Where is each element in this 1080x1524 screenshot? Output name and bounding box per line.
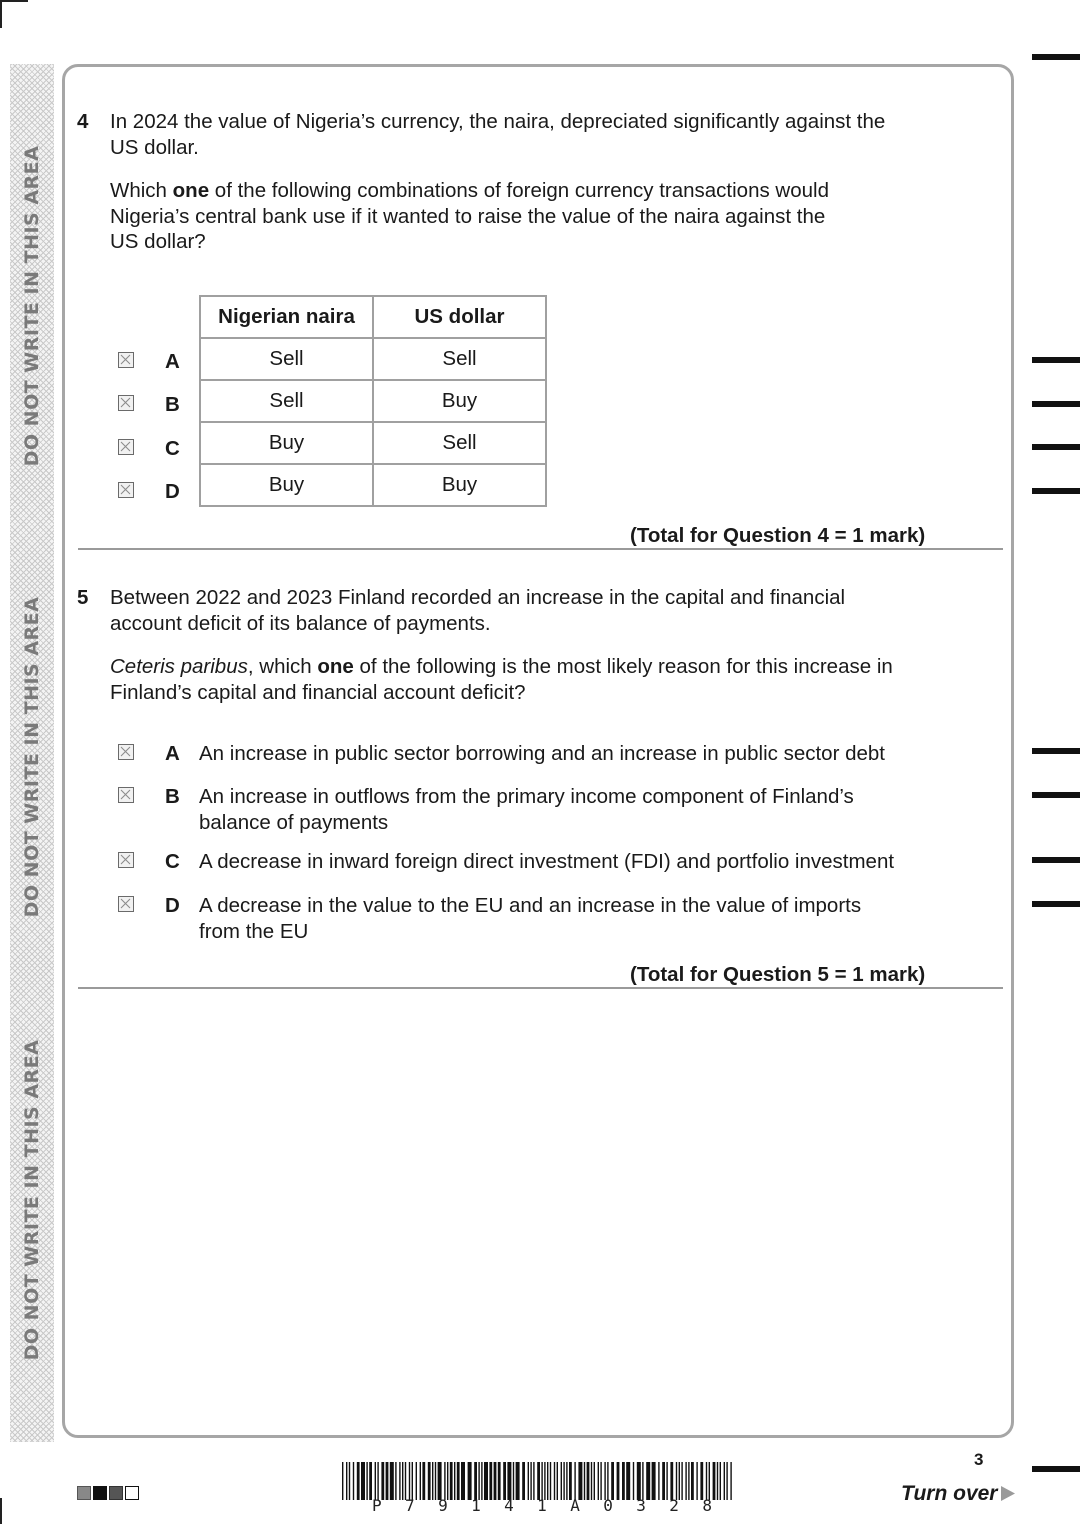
question-divider [78,987,1003,989]
question-instruction: Finland’s capital and financial account deficit? [110,681,526,704]
barcode-bar [604,1462,605,1500]
barcode-bar [357,1462,360,1500]
barcode-bar [717,1462,718,1500]
table-header-row [200,296,546,338]
barcode-bar [405,1462,406,1500]
crop-mark [0,1498,2,1524]
barcode-char: 8 [702,1496,712,1515]
barcode-bar [584,1462,585,1500]
table-cell-dollar: Sell [373,338,546,380]
column-header-dollar: US dollar [373,296,546,338]
barcode-bar [432,1462,433,1500]
barcode-bar [666,1462,667,1500]
answer-checkbox-q4-d[interactable] [118,482,134,498]
option-letter: A [165,742,180,765]
option-text: balance of payments [199,811,389,834]
option-letter: C [165,437,180,460]
barcode-bar [342,1462,343,1500]
barcode-bar [691,1462,694,1500]
barcode [342,1462,736,1500]
barcode-bar [522,1462,525,1500]
barcode-bar [412,1462,413,1500]
barcode-bar [550,1462,551,1500]
edge-tick [1032,357,1080,363]
barcode-bar [676,1462,677,1500]
barcode-bar [685,1462,686,1500]
question-instruction: Which one of the following combinations of foreign currency transactions would [110,179,829,202]
option-text: from the EU [199,920,309,943]
edge-tick [1032,401,1080,407]
barcode-bar [369,1462,372,1500]
barcode-bar [681,1462,682,1500]
barcode-bar [377,1462,378,1500]
barcode-bar [554,1462,555,1500]
barcode-bar [454,1462,455,1500]
barcode-bar [498,1462,501,1500]
barcode-char: 0 [603,1496,613,1515]
answer-checkbox-q4-b[interactable] [118,395,134,411]
question-stem: In 2024 the value of Nigeria’s currency, the naira, depreciated significantly against the [110,110,886,133]
barcode-bar [594,1462,595,1500]
barcode-bar [587,1462,590,1500]
question-stem: US dollar. [110,136,199,159]
barcode-bar [366,1462,367,1500]
barcode-bar [713,1462,716,1500]
question-total-marks: (Total for Question 4 = 1 mark) [630,524,926,547]
barcode-bar [457,1462,460,1500]
barcode-bar [474,1462,477,1500]
barcode-bar [541,1462,542,1500]
edge-tick [1032,444,1080,450]
barcode-bar [730,1462,731,1500]
barcode-bar [478,1462,479,1500]
barcode-bar [706,1462,707,1500]
barcode-bar [679,1462,680,1500]
barcode-bar [395,1462,396,1500]
barcode-bar [607,1462,608,1500]
answer-checkbox-q4-a[interactable] [118,352,134,368]
edge-tick [1032,857,1080,863]
answer-checkbox-q5-d[interactable] [118,896,134,912]
barcode-bar [633,1462,634,1500]
table-row [200,422,546,464]
barcode-bar [494,1462,497,1500]
answer-checkbox-q4-c[interactable] [118,439,134,455]
barcode-bar [438,1462,442,1500]
barcode-number [372,1496,712,1515]
option-text: An increase in public sector borrowing and an increase in public sector debt [199,742,885,765]
barcode-bar [611,1462,614,1500]
barcode-bar [600,1462,601,1500]
option-letter: C [165,850,180,873]
question-number: 4 [77,110,89,133]
barcode-bar [726,1462,727,1500]
barcode-bar [646,1462,650,1500]
barcode-bar [533,1462,534,1500]
barcode-bar [557,1462,558,1500]
barcode-bar [700,1462,703,1500]
question-instruction: Ceteris paribus, which one of the following is the most likely reason for this increase in [110,655,893,678]
barcode-bar [626,1462,630,1500]
edge-tick [1032,54,1080,60]
barcode-bar [349,1462,350,1500]
barcode-bar [670,1462,673,1500]
barcode-bar [444,1462,445,1500]
barcode-char: 4 [504,1496,514,1515]
barcode-bar [390,1462,394,1500]
barcode-bar [652,1462,656,1500]
barcode-bar [409,1462,410,1500]
barcode-bar [481,1462,482,1500]
edge-tick [1032,792,1080,798]
barcode-bar [544,1462,545,1500]
table-cell-dollar: Buy [373,464,546,506]
barcode-bar [353,1462,354,1500]
table-row [200,380,546,422]
barcode-bar [547,1462,548,1500]
barcode-bar [447,1462,448,1500]
option-letter: D [165,480,180,503]
barcode-bar [688,1462,689,1500]
edge-tick [1032,748,1080,754]
barcode-bar [569,1462,572,1500]
edge-tick [1032,1466,1080,1472]
barcode-bar [450,1462,453,1500]
barcode-bar [503,1462,506,1500]
barcode-char: 1 [471,1496,481,1515]
barcode-bar [566,1462,567,1500]
barcode-char: 7 [405,1496,415,1515]
barcode-bar [428,1462,431,1500]
barcode-bar [724,1462,725,1500]
option-letter: A [165,350,180,373]
barcode-char: 3 [636,1496,646,1515]
play-arrow-icon [1000,1485,1016,1502]
page-number: 3 [974,1450,984,1469]
option-letter: D [165,894,180,917]
barcode-bar [662,1462,665,1500]
question-divider [78,548,1003,550]
question-total-marks: (Total for Question 5 = 1 mark) [630,963,926,986]
barcode-bar [642,1462,643,1500]
option-letter: B [165,393,180,416]
barcode-bar [528,1462,529,1500]
edge-tick [1032,488,1080,494]
barcode-bar [574,1462,575,1500]
question-instruction: Nigeria’s central bank use if it wanted to raise the value of the naira against the [110,205,826,228]
barcode-bar [513,1462,514,1500]
barcode-bar [420,1462,421,1500]
barcode-bar [386,1462,389,1500]
barcode-bar [658,1462,659,1500]
barcode-char: A [570,1496,580,1515]
table-cell-naira: Sell [200,380,373,422]
barcode-bar [484,1462,488,1500]
edge-tick [1032,901,1080,907]
page-marker-boxes [77,1486,141,1500]
option-text: An increase in outflows from the primary income component of Finland’s [199,785,854,808]
option-letter: B [165,785,180,808]
barcode-char: 1 [537,1496,547,1515]
barcode-bar [637,1462,641,1500]
crop-mark [0,0,28,2]
barcode-bar [435,1462,436,1500]
turn-over-label: Turn over [901,1482,998,1505]
barcode-char: 9 [438,1496,448,1515]
barcode-bar [561,1462,562,1500]
answer-checkbox-q5-a[interactable] [118,744,134,760]
table-cell-dollar: Sell [373,422,546,464]
barcode-bar [461,1462,465,1500]
barcode-bar [399,1462,400,1500]
crop-mark [0,0,2,28]
question-stem: account deficit of its balance of payments. [110,612,491,635]
barcode-bar [416,1462,417,1500]
answer-checkbox-q5-b[interactable] [118,787,134,803]
barcode-bar [598,1462,599,1500]
barcode-bar [346,1462,347,1500]
barcode-bar [361,1462,365,1500]
table-row [200,464,546,506]
barcode-bar [507,1462,511,1500]
table-cell-naira: Buy [200,464,373,506]
table-cell-dollar: Buy [373,380,546,422]
barcode-bar [468,1462,472,1500]
table-cell-naira: Buy [200,422,373,464]
barcode-bar [489,1462,492,1500]
barcode-bar [563,1462,564,1500]
barcode-bar [578,1462,582,1500]
barcode-bar [516,1462,520,1500]
barcode-bar [537,1462,540,1500]
barcode-bar [696,1462,697,1500]
table-row [200,338,546,380]
barcode-bar [375,1462,376,1500]
currency-transactions-table [199,295,547,507]
barcode-bar [530,1462,531,1500]
barcode-bar [591,1462,592,1500]
barcode-char: P [372,1496,382,1515]
answer-checkbox-q5-c[interactable] [118,852,134,868]
option-text: A decrease in the value to the EU and an increase in the value of imports [199,894,862,917]
barcode-bar [720,1462,721,1500]
barcode-bar [709,1462,710,1500]
barcode-char: 2 [669,1496,679,1515]
table-cell-naira: Sell [200,338,373,380]
question-instruction: US dollar? [110,230,206,253]
question-number: 5 [77,586,89,609]
barcode-bar [617,1462,620,1500]
barcode-bar [422,1462,425,1500]
barcode-bar [402,1462,403,1500]
barcode-bar [381,1462,384,1500]
column-header-naira: Nigerian naira [200,296,373,338]
question-stem: Between 2022 and 2023 Finland recorded an increase in the capital and financial [110,586,846,609]
option-text: A decrease in inward foreign direct investment (FDI) and portfolio investment [199,850,895,873]
barcode-bar [622,1462,625,1500]
